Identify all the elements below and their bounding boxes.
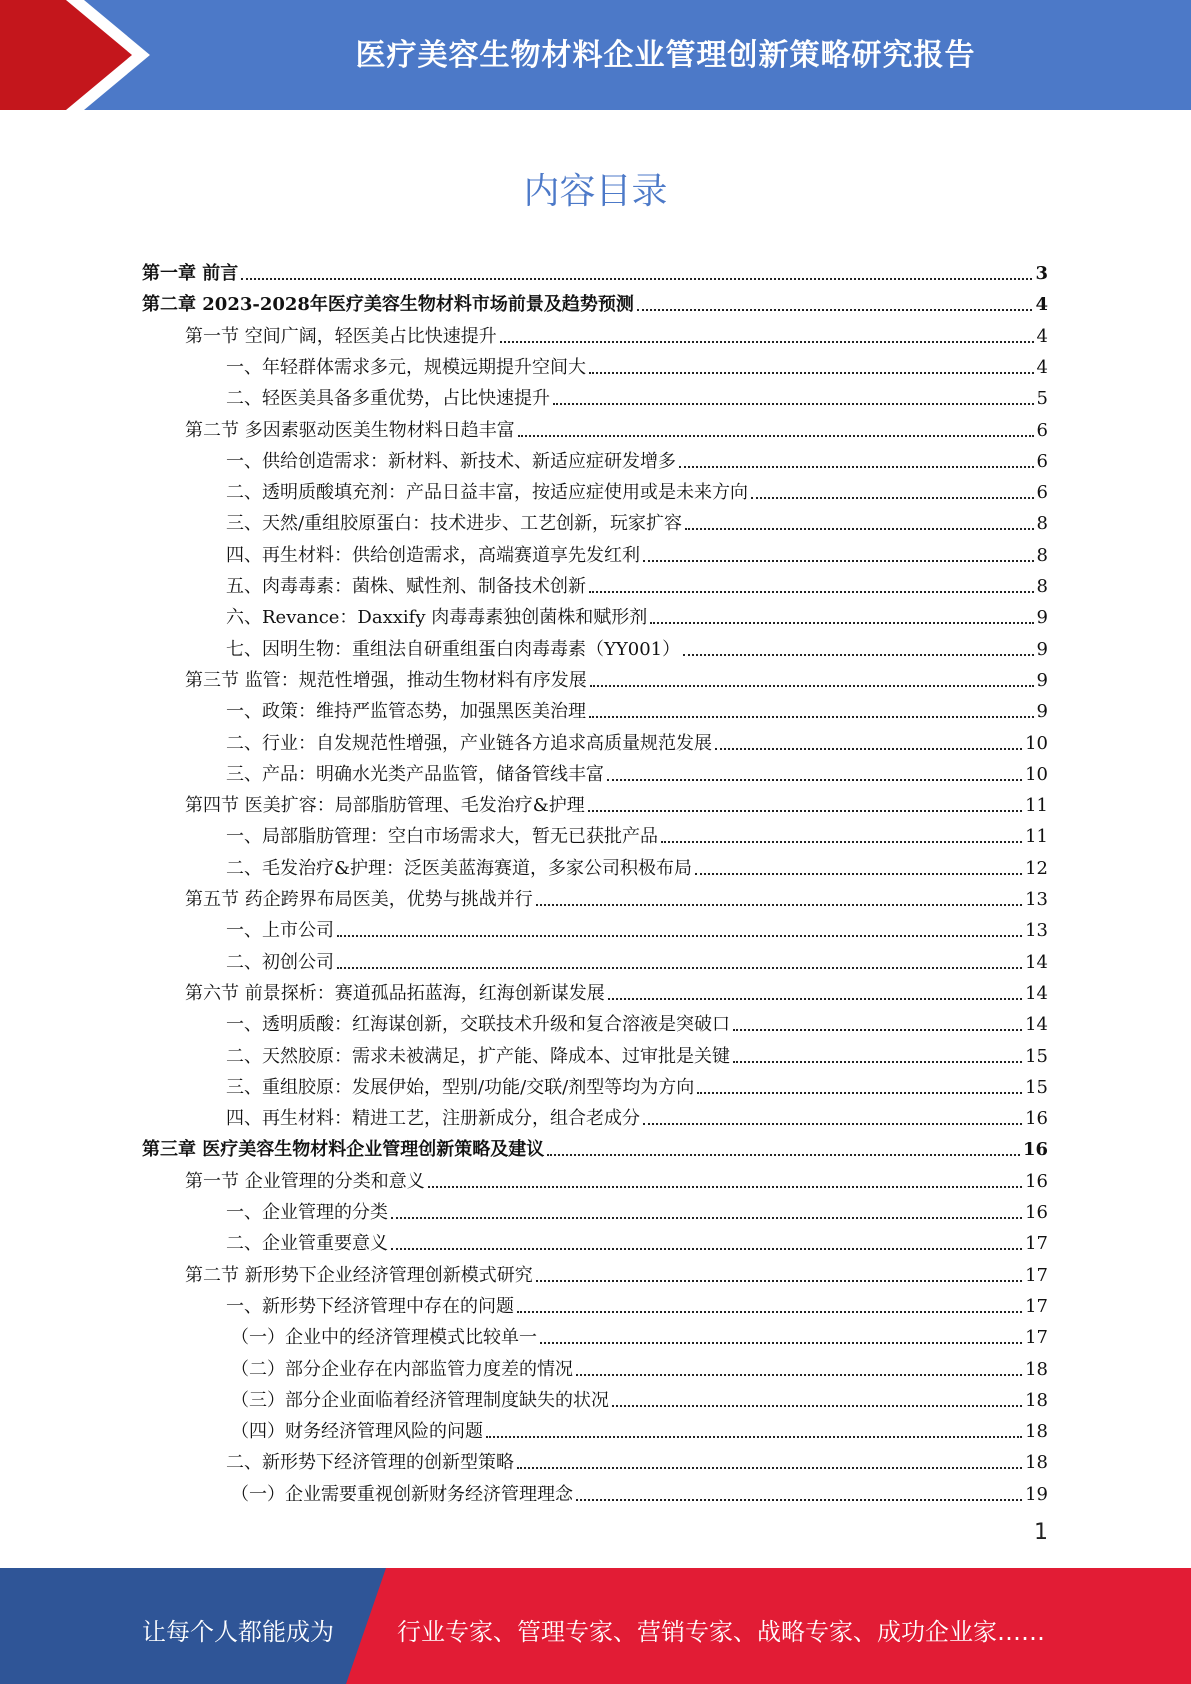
toc-entry-page: 4 (1036, 356, 1048, 378)
toc-entry-page: 10 (1025, 732, 1048, 754)
toc-dot-leader (517, 1310, 1022, 1313)
toc-entry-title: 二、轻医美具备多重优势，占比快速提升 (226, 388, 550, 410)
toc-entry-page: 11 (1025, 795, 1048, 817)
toc-entry[interactable] (142, 1129, 1048, 1160)
toc-dot-leader (643, 559, 1034, 562)
toc-entry-page: 10 (1025, 763, 1048, 785)
toc-entry-page: 8 (1036, 513, 1048, 535)
toc-dot-leader (553, 402, 1034, 405)
toc-dot-leader (637, 308, 1033, 311)
toc-entry-page: 4 (1036, 325, 1048, 347)
toc-entry[interactable] (226, 1442, 1048, 1473)
toc-entry-title: （四）财务经济管理风险的问题 (231, 1421, 483, 1443)
toc-dot-leader (486, 1435, 1022, 1438)
toc-dot-leader (589, 715, 1034, 718)
toc-entry[interactable] (226, 472, 1048, 503)
toc-entry-page: 9 (1036, 607, 1048, 629)
toc-dot-leader (590, 684, 1034, 687)
toc-dot-leader (733, 1028, 1022, 1031)
toc-entry[interactable] (226, 910, 1048, 941)
toc-entry-title: 五、肉毒毒素：菌株、赋性剂、制备技术创新 (226, 576, 586, 597)
toc-dot-leader (643, 1122, 1022, 1125)
toc-entry-page: 3 (1035, 263, 1048, 284)
toc-entry-page: 8 (1036, 576, 1048, 597)
toc-dot-leader (517, 1466, 1022, 1469)
toc-dot-leader (391, 1216, 1022, 1219)
toc-entry-title: （一）企业需要重视创新财务经济管理理念 (231, 1483, 573, 1505)
toc-entry-title: 第二节 新形势下企业经济管理创新模式研究 (185, 1264, 533, 1286)
toc-dot-leader (337, 966, 1022, 969)
toc-entry[interactable] (231, 1317, 1048, 1348)
toc-entry-page: 5 (1036, 388, 1048, 410)
toc-entry-title: 二、新形势下经济管理的创新型策略 (226, 1452, 514, 1474)
toc-dot-leader (241, 277, 1032, 280)
toc-entry-page: 6 (1036, 419, 1048, 441)
toc-dot-leader (428, 1185, 1022, 1188)
toc-entry-title: 第二章 2023-2028年医疗美容生物材料市场前景及趋势预测 (142, 294, 634, 316)
toc-dot-leader (751, 496, 1034, 499)
toc-entry[interactable] (226, 1067, 1048, 1098)
toc-entry-title: 第一章 前言 (142, 263, 239, 284)
toc-dot-leader (607, 778, 1022, 781)
toc-entry-page: 14 (1025, 982, 1048, 1004)
toc-entry-page: 6 (1036, 450, 1048, 472)
toc-dot-leader (608, 997, 1022, 1000)
toc-entry[interactable] (185, 973, 1048, 1004)
toc-entry-page: 14 (1025, 951, 1048, 973)
toc-dot-leader (661, 840, 1022, 843)
toc-entry-page: 9 (1036, 669, 1048, 691)
toc-entry-page: 4 (1035, 294, 1048, 316)
toc-entry-page: 17 (1025, 1295, 1048, 1317)
toc-entry[interactable] (226, 629, 1048, 660)
toc-entry-title: 一、新形势下经济管理中存在的问题 (226, 1295, 514, 1317)
toc-entry-title: 一、局部脂肪管理：空白市场需求大，暂无已获批产品 (226, 826, 658, 848)
toc-entry[interactable] (231, 1380, 1048, 1411)
toc-dot-leader (589, 371, 1034, 374)
toc-entry-page: 18 (1025, 1358, 1048, 1380)
toc-entry-title: 第三节 监管：规范性增强，推动生物材料有序发展 (185, 669, 587, 691)
toc-entry[interactable] (226, 378, 1048, 409)
toc-entry-title: 一、供给创造需求：新材料、新技术、新适应症研发增多 (226, 450, 676, 472)
toc-dot-leader (697, 1091, 1022, 1094)
footer-slogan-right: 行业专家、管理专家、营销专家、战略专家、成功企业家…… (397, 1618, 1045, 1646)
toc-entry[interactable] (185, 1255, 1048, 1286)
toc-entry[interactable] (226, 848, 1048, 879)
toc-entry-title: 二、天然胶原：需求未被满足，扩产能、降成本、过审批是关键 (226, 1045, 730, 1067)
toc-dot-leader (337, 934, 1022, 937)
toc-dot-leader (536, 1279, 1022, 1282)
toc-dot-leader (540, 1341, 1022, 1344)
toc-entry-page: 9 (1036, 638, 1048, 660)
toc-entry-page: 9 (1036, 701, 1048, 723)
toc-entry[interactable] (185, 316, 1048, 347)
toc-entry[interactable] (226, 347, 1048, 378)
toc-dot-leader (683, 653, 1033, 656)
toc-entry[interactable] (185, 660, 1048, 691)
toc-entry-title: 二、透明质酸填充剂：产品日益丰富，按适应症使用或是未来方向 (226, 482, 748, 504)
toc-entry[interactable] (226, 816, 1048, 847)
toc-entry-page: 13 (1025, 920, 1048, 942)
toc-entry-title: 第一节 企业管理的分类和意义 (185, 1170, 425, 1192)
toc-dot-leader (679, 465, 1034, 468)
toc-entry-title: 第二节 多因素驱动医美生物材料日趋丰富 (185, 419, 515, 441)
toc-entry[interactable] (231, 1349, 1048, 1380)
toc-entry-title: 三、天然/重组胶原蛋白：技术进步、工艺创新，玩家扩容 (226, 513, 683, 535)
toc-entry-page: 13 (1025, 889, 1048, 910)
toc-dot-leader (547, 1153, 1020, 1156)
toc-entry[interactable] (226, 1036, 1048, 1067)
toc-entry-title: 一、透明质酸：红海谋创新，交联技术升级和复合溶液是突破口 (226, 1014, 730, 1036)
toc-dot-leader (695, 872, 1022, 875)
toc-entry-title: 第一节 空间广阔，轻医美占比快速提升 (185, 325, 497, 347)
toc-entry-page: 12 (1025, 857, 1048, 879)
toc-entry-title: 一、政策：维持严监管态势，加强黑医美治理 (226, 701, 586, 723)
toc-entry[interactable] (226, 1004, 1048, 1035)
toc-entry[interactable] (226, 597, 1048, 628)
toc-dot-leader (500, 340, 1034, 343)
toc-entry-page: 18 (1025, 1452, 1048, 1474)
report-title: 医疗美容生物材料企业管理创新策略研究报告 (355, 38, 976, 73)
toc-dot-leader (715, 747, 1022, 750)
toc-entry[interactable] (185, 785, 1048, 816)
toc-entry-page: 15 (1025, 1045, 1048, 1067)
toc-entry[interactable] (226, 566, 1048, 597)
toc-dot-leader (650, 621, 1033, 624)
toc-entry-title: 二、初创公司 (226, 951, 334, 973)
toc-entry[interactable] (185, 879, 1048, 910)
toc-entry[interactable] (226, 754, 1048, 785)
toc-entry-page: 18 (1025, 1421, 1048, 1443)
toc-entry-page: 11 (1025, 826, 1048, 848)
toc-entry-title: 第五节 药企跨界布局医美，优势与挑战并行 (185, 889, 533, 910)
toc-entry[interactable] (226, 691, 1048, 722)
toc-entry-title: 七、因明生物：重组法自研重组蛋白肉毒毒素（YY001） (226, 638, 681, 660)
toc-entry-page: 6 (1036, 482, 1048, 504)
toc-heading: 内容目录 (523, 171, 668, 212)
toc-entry-page: 16 (1025, 1170, 1048, 1192)
toc-entry-page: 17 (1025, 1327, 1048, 1349)
toc-entry-page: 17 (1025, 1264, 1048, 1286)
toc-entry-title: 第六节 前景探析：赛道孤品拓蓝海，红海创新谋发展 (185, 982, 605, 1004)
toc-entry-title: 第三章 医疗美容生物材料企业管理创新策略及建议 (142, 1139, 545, 1161)
toc-entry-page: 16 (1022, 1139, 1048, 1161)
toc-entry[interactable] (226, 1192, 1048, 1223)
toc-entry-title: 第四节 医美扩容：局部脂肪管理、毛发治疗&护理 (185, 795, 585, 817)
toc-entry[interactable] (226, 535, 1048, 566)
toc-entry-page: 8 (1036, 544, 1048, 566)
toc-entry-page: 15 (1025, 1076, 1048, 1098)
toc-dot-leader (391, 1247, 1022, 1250)
toc-dot-leader (612, 1404, 1022, 1407)
toc-entry[interactable] (226, 942, 1048, 973)
toc-entry-title: 六、Revance：Daxxify 肉毒毒素独创菌株和赋形剂 (226, 607, 648, 629)
toc-entry-title: 二、毛发治疗&护理：泛医美蓝海赛道，多家公司积极布局 (226, 857, 693, 879)
footer-slogan-left: 让每个人都能成为 (142, 1618, 334, 1646)
toc-entry-page: 14 (1025, 1014, 1048, 1036)
toc-entry-page: 19 (1025, 1483, 1048, 1505)
toc-dot-leader (536, 903, 1022, 906)
toc-dot-leader (589, 590, 1034, 593)
toc-entry-page: 16 (1025, 1202, 1048, 1223)
toc-entry-title: 一、上市公司 (226, 920, 334, 942)
toc-entry[interactable] (226, 503, 1048, 534)
toc-entry[interactable] (226, 1223, 1048, 1254)
toc-entry-page: 17 (1025, 1233, 1048, 1255)
page-number: 1 (1034, 1520, 1048, 1545)
toc-dot-leader (518, 434, 1034, 437)
toc-entry[interactable] (231, 1411, 1048, 1442)
toc-entry[interactable] (142, 253, 1048, 284)
toc-entry-title: 四、再生材料：精进工艺，注册新成分，组合老成分 (226, 1108, 640, 1130)
toc-entry-page: 16 (1025, 1108, 1048, 1130)
page-footer (0, 1568, 1191, 1684)
page-header (0, 0, 1191, 110)
toc-dot-leader (588, 809, 1022, 812)
toc-entry-title: 四、再生材料：供给创造需求，高端赛道享先发红利 (226, 544, 640, 566)
toc-entry-page: 18 (1025, 1389, 1048, 1411)
toc-dot-leader (576, 1373, 1022, 1376)
toc-entry-title: （二）部分企业存在内部监管力度差的情况 (231, 1358, 573, 1380)
toc-entry-title: 一、年轻群体需求多元，规模远期提升空间大 (226, 356, 586, 378)
toc-entry[interactable] (185, 1161, 1048, 1192)
toc-entry[interactable] (231, 1474, 1048, 1505)
toc-entry-title: 三、重组胶原：发展伊始，型别/功能/交联/剂型等均为方向 (226, 1076, 695, 1098)
toc-entry[interactable] (226, 1286, 1048, 1317)
toc-entry[interactable] (185, 410, 1048, 441)
toc-entry-title: 一、企业管理的分类 (226, 1202, 388, 1223)
toc-entry-title: 二、企业管重要意义 (226, 1233, 388, 1255)
toc-dot-leader (733, 1060, 1022, 1063)
toc-entry[interactable] (226, 441, 1048, 472)
toc-entry-title: 三、产品：明确水光类产品监管，储备管线丰富 (226, 763, 604, 785)
toc-entry[interactable] (226, 723, 1048, 754)
toc-entry[interactable] (142, 284, 1048, 315)
toc-dot-leader (576, 1498, 1022, 1501)
toc-entry[interactable] (226, 1098, 1048, 1129)
toc-dot-leader (685, 527, 1033, 530)
toc-entry-title: 二、行业：自发规范性增强，产业链各方追求高质量规范发展 (226, 732, 712, 754)
toc-entry-title: （一）企业中的经济管理模式比较单一 (231, 1327, 537, 1349)
toc-entry-title: （三）部分企业面临着经济管理制度缺失的状况 (231, 1389, 609, 1411)
